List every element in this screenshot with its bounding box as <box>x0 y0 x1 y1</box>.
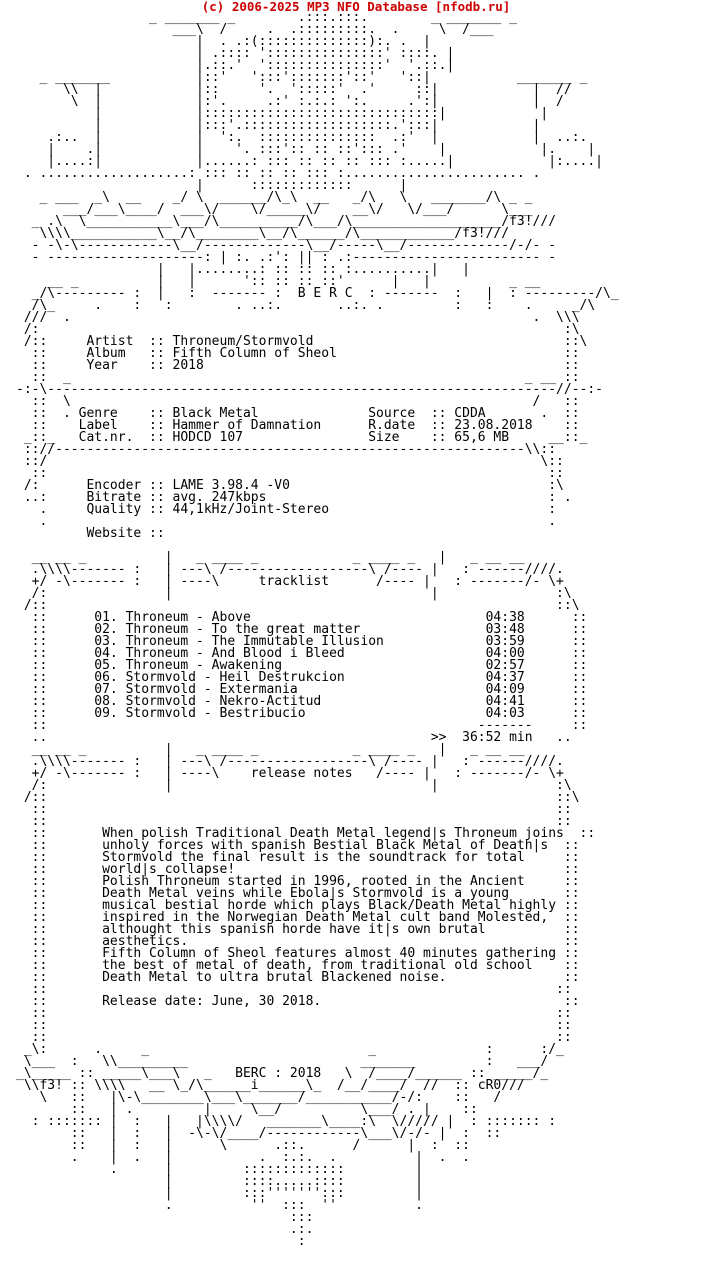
nfo-line: _ _______ _ .:::.:::. _ _______ _ <box>16 12 517 25</box>
nfo-line: ___/___\____/ ___\/ \/_____\/ __\/ \/___/ \___ <box>16 202 533 217</box>
nfo-line: -:-\-----------------------------------------------------------------//--:- <box>16 382 603 397</box>
nfo-line: :: \ / :: <box>16 394 580 409</box>
nfo-line: :: 07. Stormvold - Extermania 04:09 :: <box>16 682 588 697</box>
nfo-line: | |........: :: :: :: :..........| | <box>16 262 470 277</box>
nfo-line: \___ : \\_________ _______ : ___/ <box>16 1054 549 1069</box>
nfo-line: +/ -\------- : | ----\ tracklist /---- | : -------/- \+ <box>16 574 564 589</box>
nfo-line: .\\\\------- : | ---\ /------------------\ /---- | : ------////. <box>16 754 564 769</box>
nfo-line: .:. <box>16 1222 314 1237</box>
nfo-line: :: | : | -\-\/____/------------\___\/-/- | : :: <box>16 1126 502 1141</box>
nfo-line: . ...................: ::: :: :: :: ::: :....................... . <box>16 166 541 181</box>
nfo-line: :: Release date: June, 30 2018. :: <box>16 994 580 1009</box>
nfo-line: _ ___ _\ __ _/ \ ______/\_\ __ _/\ \ _______/\ _ _ <box>16 190 533 205</box>
nfo-line: :: 09. Stormvold - Bestribucio 04:03 :: <box>16 706 588 721</box>
nfo-line: :: unholy forces with spanish Bestial Black Metal of Death|s :: <box>16 838 580 853</box>
nfo-line: - -\-\------------\__/-------------\__/-----\__/-------------/-/- - <box>16 238 557 253</box>
nfo-line: |....:| |......: ::: :: :: :: ::: :.....| |:....| <box>16 154 603 169</box>
nfo-line: : ::::::: | : | |\\\\/ _______\____:\ \///// | : ::::::: : <box>16 1114 557 1129</box>
nfo-line: :: :: <box>16 1018 572 1033</box>
nfo-line: :: Death Metal veins while Ebola|s Stormvold is a young :: <box>16 886 580 901</box>
nfo-line: :: :: <box>16 466 564 481</box>
nfo-line: \\f3! :: \\\\ __ \_/\______i______\_ /__/____/ // :: cR0/// <box>16 1078 525 1093</box>
nfo-line: _\: . _ _ : :/_ <box>16 1042 564 1057</box>
nfo-line: | ::::.....:::: | <box>16 1174 423 1189</box>
nfo-line: :: 05. Throneum - Awakening 02:57 :: <box>16 658 588 673</box>
nfo-line: /: Encoder :: LAME 3.98.4 -V0 :\ <box>16 478 564 493</box>
nfo-line: :: musical bestial horde which plays Black/Death Metal highly :: <box>16 898 580 913</box>
nfo-line: . | . | . :.:. . | . . <box>16 1150 470 1165</box>
nfo-line: :: Label :: Hammer of Damnation R.date :: 23.08.2018 :: <box>16 418 580 433</box>
nfo-line: :: Fifth Column of Sheol features almost 40 minutes gathering :: <box>16 946 580 961</box>
nfo-line: :: 08. Stormvold - Nekro-Actitud 04:41 :: <box>16 694 588 709</box>
nfo-line: :: :: <box>16 1006 572 1021</box>
nfo-line: :: :: <box>16 802 572 817</box>
nfo-line: ::: <box>16 1210 314 1225</box>
nfo-line: :: Death Metal to ultra brutal Blackened noise. :: <box>16 970 580 985</box>
nfo-line: :: | : | \ .::. / | : :: <box>16 1138 470 1153</box>
nfo-line: :: the best of metal of death, from traditional old school :: <box>16 958 580 973</box>
nfo-line: ::/ \:: <box>16 454 564 469</box>
nfo-line: \ | |:'. .:' :.:.: ':. .':| | / <box>16 94 564 109</box>
nfo-line: /: | | :\ <box>16 586 572 601</box>
nfo-line: . | ::::::::::::: | <box>16 1162 423 1177</box>
nfo-line: :: althought this spanish horde have it|s own brutal :: <box>16 922 580 937</box>
nfo-line: :: 03. Throneum - The Immutable Illusion 03:59 :: <box>16 634 588 649</box>
nfo-line: Website :: <box>16 526 165 541</box>
nfodb-banner-link[interactable]: (c) 2006-2025 MP3 NFO Database [nfodb.ru] <box>201 0 511 14</box>
nfo-line: .:.. | | ':. ::::::::::::::: .:' | | ..:. <box>16 130 588 145</box>
nfo-line: | . .:(::::::::::::::):. . | <box>16 34 431 49</box>
nfo-line: :: . Genre :: Black Metal Source :: CDDA . :: <box>16 406 580 421</box>
nfo-line: /\_ . : : . ..:. ..:. . : : . _/\ <box>16 298 596 313</box>
nfo-line: . Quality :: 44,1kHz/Joint-Stereo : <box>16 502 557 517</box>
nfo-line: ..: Bitrate :: avg. 247kbps : . <box>16 490 572 505</box>
nfo-line: /// . . \\\ <box>16 310 580 325</box>
nfo-line: _ _______ |::' ':::':::::::'::' '::| _______ _ <box>16 70 588 85</box>
nfo-line: . '' ::: '' . <box>16 1198 423 1213</box>
nfo-line: :: world|s collapse! :: <box>16 862 580 877</box>
nfo-line: :://------------------------------------------------------------\\:: <box>16 442 557 457</box>
nfo-line: :: When polish Traditional Death Metal legend|s Throneum joins :: <box>16 826 596 841</box>
nfo-line: . . <box>16 514 557 529</box>
nfo-line: :: _ _ __ :: <box>16 370 580 385</box>
nfo-line: /: :\ <box>16 322 580 337</box>
nfo-line: .. >> 36:52 min .. <box>16 730 572 745</box>
nfo-line: :: :: <box>16 982 572 997</box>
nfo-line: +/ -\------- : | ----\ release notes /---- | : -------/- \+ <box>16 766 564 781</box>
nfo-line: : <box>16 1234 306 1248</box>
nfo-line: .\\\\------- : | ---\ /------------------\ /---- | : ------////. <box>16 562 564 577</box>
nfo-line: _ .\ \___________\___/\__________/\___/\___________________/f3!/// <box>16 214 557 229</box>
nfo-line: :: :: <box>16 814 572 829</box>
nfo-line: :: 02. Throneum - To the great matter 03:48 :: <box>16 622 588 637</box>
nfo-line: _\_____ :: _____\___\ _ BERC : 2018 \ /____/______ :: _____/_ <box>16 1066 549 1081</box>
nfo-line: /:: ::\ <box>16 598 580 613</box>
nfo-line: __ _ | | ':: :: :: ::' | | _ __ <box>16 274 541 289</box>
nfo-line: :: ------- :: <box>16 718 588 733</box>
nfo-line: ___\ / . .:::::::::. . \ /___ <box>16 22 494 37</box>
nfo-line: |.::.' ':::::::::::::::' '.::.| <box>16 58 455 73</box>
nfo-line: /: | | :\ <box>16 778 572 793</box>
nfo-line: _/\--------- : | : ------- : B E R C : ------- : | : ---------/\_ <box>16 286 619 301</box>
nfo-ascii-document <box>16 12 706 1248</box>
nfo-line: :: Polish Throneum started in 1996, rooted in the Ancient :: <box>16 874 580 889</box>
nfo-line: - --------------------: | :. .:': || : .:------------------------ - <box>16 250 557 265</box>
nfo-line: :: aesthetics. :: <box>16 934 580 949</box>
nfo-line: | .:::: ':::::::::::::::' ::::. | <box>16 46 455 61</box>
nfo-line: :: Stormvold the final result is the soundtrack for total :: <box>16 850 580 865</box>
nfo-line: /:: Artist :: Throneum/Stormvold ::\ <box>16 334 588 349</box>
nfo-line: \ :: |\-\________\___\_______/___________/-/: :: / <box>16 1090 502 1105</box>
nfo-line: \\\\___________\__/\________\__/\______/\____________/f3!/// <box>16 226 510 241</box>
nfo-line: :: :: <box>16 1030 572 1045</box>
nfo-line: :: Album :: Fifth Column of Sheol :: <box>16 346 580 361</box>
nfo-line: __ __ _ | _ ____ _ _ ____ _ | _ __ __ <box>16 742 525 757</box>
nfo-line: :: Year :: 2018 :: <box>16 358 580 373</box>
nfo-line: _::_ Cat.nr. :: HODCD 107 Size :: 65,6 MB __::_ <box>16 430 588 445</box>
nfo-line: \\ | |:: '. ':::::' .' ::| | // <box>16 82 572 97</box>
nfo-line: :: 01. Throneum - Above 04:38 :: <box>16 610 588 625</box>
nfo-line: :: inspired in the Norwegian Death Metal cult band Molested, :: <box>16 910 580 925</box>
nfo-line: | |::::::::::::::::::::::::::::::| | <box>16 106 549 121</box>
nfo-line: :: | . | \__/ \___/ . | :: <box>16 1102 478 1117</box>
nfo-line: | :::'''''''::: | <box>16 1186 423 1201</box>
nfo-line: | ::::::::::::: | <box>16 178 408 193</box>
nfo-line: | |:::'.:::::::::::::::::::.':::| | <box>16 118 541 133</box>
nfo-line: :: 04. Throneum - And Blood i Bleed 04:00 :: <box>16 646 588 661</box>
nfo-line: __ __ _ | _ ____ _ _ ____ _ | _ __ __ <box>16 550 525 565</box>
nfo-line: :: 06. Stormvold - Heil Destrukcion 04:37 :: <box>16 670 588 685</box>
nfo-line: /:: ::\ <box>16 790 580 805</box>
nfo-line: | .| | '. :::':: :: ::'::: .' | |. | <box>16 142 596 157</box>
